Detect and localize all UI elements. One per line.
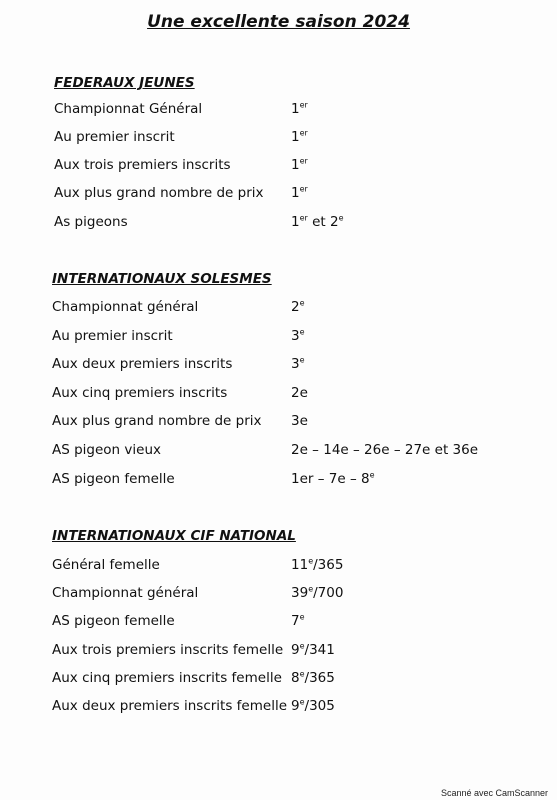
row-value: 7e [291,612,305,629]
section-heading-federaux-jeunes: FEDERAUX JEUNES [54,75,195,91]
row-value: 1er – 7e – 8e [291,470,375,487]
row-label: Au premier inscrit [54,129,175,145]
row-value: 2e [291,298,305,315]
row-label: Championnat Général [54,101,203,117]
row-value: 2e – 14e – 26e – 27e et 36e [291,442,479,458]
row-label: Aux cinq premiers inscrits [52,385,228,401]
row-label: Général femelle [52,557,160,573]
page-title: Une excellente saison 2024 [147,12,410,32]
scanner-watermark: Scanné avec CamScanner [440,788,548,798]
row-value: 1er [291,184,308,201]
row-label: Championnat général [52,585,199,601]
row-label: Championnat général [52,299,199,315]
row-value: 11e/365 [291,556,344,573]
section-heading-internationaux-solesmes: INTERNATIONAUX SOLESMES [52,271,272,287]
row-value: 2e [291,385,308,401]
row-label: Aux plus grand nombre de prix [52,413,262,429]
row-label: Aux deux premiers inscrits femelle [52,698,287,714]
row-label: AS pigeon femelle [52,613,175,629]
row-label: As pigeons [54,214,128,230]
row-label: Aux cinq premiers inscrits femelle [52,670,282,686]
section-heading-internationaux-cif-national: INTERNATIONAUX CIF NATIONAL [52,528,296,544]
row-value: 3e [291,413,308,429]
row-label: Aux trois premiers inscrits [54,157,231,173]
row-value: 1er [291,156,308,173]
row-value: 3e [291,327,305,344]
row-value: 1er [291,128,308,145]
row-value: 39e/700 [291,584,344,601]
row-label: Au premier inscrit [52,328,173,344]
row-label: AS pigeon vieux [52,442,161,458]
row-value: 8e/365 [291,669,335,686]
row-value: 1er [291,100,308,117]
row-label: Aux trois premiers inscrits femelle [52,642,284,658]
row-label: Aux deux premiers inscrits [52,356,233,372]
row-value: 9e/341 [291,641,335,658]
row-value: 9e/305 [291,697,335,714]
row-label: Aux plus grand nombre de prix [54,185,264,201]
row-value: 3e [291,355,305,372]
row-value: 1er et 2e [291,213,344,230]
row-label: AS pigeon femelle [52,471,175,487]
